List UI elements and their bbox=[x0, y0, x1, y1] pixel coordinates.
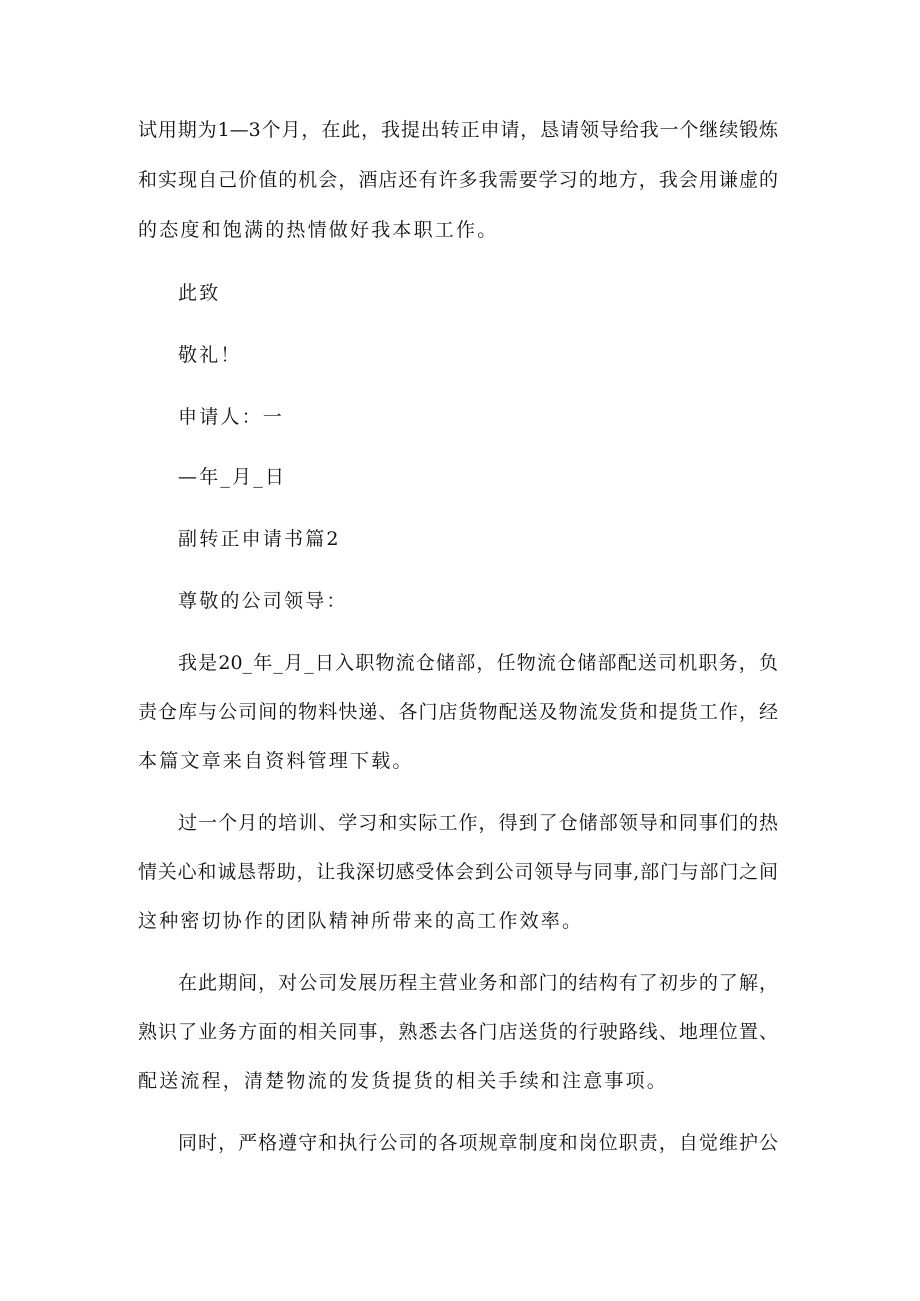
paragraph-1-line-1: 试用期为1—3个月，在此，我提出转正申请，恳请领导给我一个继续锻炼 bbox=[138, 119, 778, 141]
paragraph-3-line-3: 这种密切协作的团队精神所带来的高工作效率。 bbox=[138, 910, 584, 932]
paragraph-4-line-2: 熟识了业务方面的相关同事，熟悉去各门店送货的行驶路线、地理位置、 bbox=[138, 1021, 778, 1043]
paragraph-3-line-2: 情关心和诚恳帮助，让我深切感受体会到公司领导与同事,部门与部门之间 bbox=[138, 861, 778, 883]
paragraph-3-line-1: 过一个月的培训、学习和实际工作，得到了仓储部领导和同事们的热 bbox=[178, 812, 778, 834]
paragraph-4-line-1: 在此期间，对公司发展历程主营业务和部门的结构有了初步的了解， bbox=[178, 972, 778, 994]
date-line: —年_月_日 bbox=[178, 466, 287, 488]
paragraph-5-line-1: 同时，严格遵守和执行公司的各项规章制度和岗位职责，自觉维护公 bbox=[178, 1132, 778, 1154]
closing-salutation: 此致 bbox=[178, 282, 221, 304]
paragraph-1-line-3: 的态度和饱满的热情做好我本职工作。 bbox=[138, 219, 499, 241]
paragraph-2-line-3: 本篇文章来自资料管理下载。 bbox=[138, 750, 414, 772]
greeting: 尊敬的公司领导： bbox=[178, 590, 348, 612]
paragraph-2-line-2: 责仓库与公司间的物料快递、各门店货物配送及物流发货和提货工作，经 bbox=[138, 701, 778, 723]
paragraph-4-line-3: 配送流程，清楚物流的发货提货的相关手续和注意事项。 bbox=[138, 1070, 669, 1092]
closing-respect: 敬礼！ bbox=[178, 344, 242, 366]
section-title: 副转正申请书篇2 bbox=[178, 528, 341, 550]
paragraph-1-line-2: 和实现自己价值的机会，酒店还有许多我需要学习的地方，我会用谦虚的 bbox=[138, 169, 778, 191]
applicant-line: 申请人：一 bbox=[178, 406, 285, 428]
paragraph-2-line-1: 我是20_年_月_日入职物流仓储部，任物流仓储部配送司机职务，负 bbox=[178, 652, 778, 674]
